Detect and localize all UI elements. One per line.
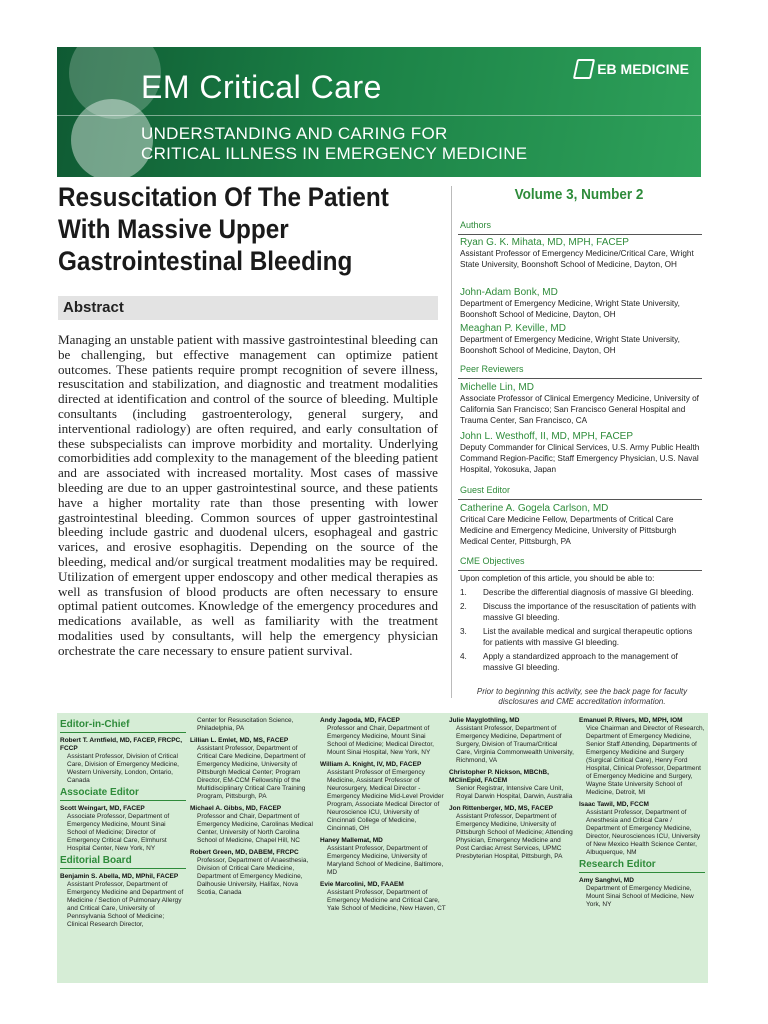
reviewer-name: John L. Westhoff, II, MD, MPH, FACEP — [460, 431, 634, 442]
cme-objective-number: 1. — [460, 588, 467, 597]
board-column — [449, 717, 575, 861]
board-member-name: Benjamin S. Abella, MD, MPhil, FACEP — [60, 873, 179, 880]
board-member-affiliation: Assistant Professor, Division of Critical Care, Division of Emergency Medicine, Western University, London, Ontario, Canada — [67, 753, 179, 784]
guest-editor-rule — [458, 499, 702, 500]
board-section-heading: Editor-in-Chief — [60, 719, 130, 730]
cme-objective-number: 3. — [460, 627, 467, 636]
board-member-affiliation: Assistant Professor, Department of Critical Care Medicine, Department of Emergency Medicine, University of Pittsburgh Medical Center; Program Director, EM-CCM Fellowship of the Multidisciplinary Critical Care Training Program, Pittsburgh, PA — [197, 745, 306, 800]
cme-objective-text: Discuss the importance of the resuscitation of patients with massive GI bleeding. — [483, 602, 696, 622]
authors-label: Authors — [460, 220, 492, 230]
publisher-name: EB MEDICINE — [597, 61, 689, 77]
board-member-name: Emanuel P. Rivers, MD, MPH, IOM — [579, 717, 683, 724]
column-divider — [451, 186, 452, 698]
board-member-name: Amy Sanghvi, MD — [579, 877, 634, 884]
board-member-affiliation: Assistant Professor, Department of Anesthesia and Critical Care / Department of Emergency Medicine, Director, Neurosciences ICU, University of New Mexico Health Science Center, Albuquerque, NM — [586, 809, 701, 856]
journal-subtitle-line-1: UNDERSTANDING AND CARING FOR — [141, 124, 448, 143]
cme-note: Prior to beginning this activity, see the back page for faculty disclosures and CME accreditation information. — [476, 687, 688, 706]
journal-title: EM Critical Care — [141, 69, 382, 105]
board-heading-rule — [60, 800, 186, 801]
board-member-affiliation: Professor and Chair, Department of Emergency Medicine, Carolinas Medical Center, University of North Carolina School of Medicine, Chapel Hill, NC — [197, 813, 313, 844]
board-heading-rule — [579, 872, 705, 873]
cme-objective-text: List the available medical and surgical therapeutic options for patients with massive GI bleeding. — [483, 627, 693, 647]
cme-objective-item — [460, 601, 704, 623]
board-member-name: Jon Rittenberger, MD, MS, FACEP — [449, 805, 554, 812]
cme-objective-text: Apply a standardized approach to the management of massive GI bleeding. — [483, 652, 678, 672]
board-member-affiliation: Assistant Professor, Department of Emergency Medicine and Critical Care, Yale School of Medicine, New Haven, CT — [327, 889, 446, 912]
board-column — [190, 717, 316, 897]
board-member-name: William A. Knight, IV, MD, FACEP — [320, 761, 422, 768]
board-member-name: Robert T. Arntfield, MD, FACEP, FRCPC, FCCP — [60, 737, 183, 752]
board-member-affiliation: Professor and Chair, Department of Emergency Medicine, Mount Sinai School of Medicine; Medical Director, Mount Sinai Hospital, New York, NY — [327, 725, 434, 756]
board-heading-rule — [60, 732, 186, 733]
board-member-name: Haney Mallemat, MD — [320, 837, 383, 844]
board-section-heading: Research Editor — [579, 859, 656, 870]
author-entry — [460, 287, 704, 321]
cme-objectives-rule — [458, 570, 702, 571]
board-member-affiliation: Assistant Professor, Department of Emergency Medicine, University of Maryland School of Medicine, Baltimore, MD — [327, 845, 444, 876]
board-member-name: Julie Mayglothling, MD — [449, 717, 520, 724]
guest-editor-label: Guest Editor — [460, 485, 511, 495]
author-name: Ryan G. K. Mihata, MD, MPH, FACEP — [460, 237, 629, 248]
board-member-name: Christopher P. Nickson, MBChB, MClinEpid, FACEM — [449, 769, 549, 784]
cme-objective-item — [460, 626, 704, 648]
board-member-affiliation: Senior Registrar, Intensive Care Unit, Royal Darwin Hospital, Darwin, Australia — [456, 785, 573, 800]
board-member-name: Lillian L. Emlet, MD, MS, FACEP — [190, 737, 289, 744]
cme-objective-item — [460, 651, 704, 673]
board-member-affiliation: Professor, Department of Anaesthesia, Division of Critical Care Medicine, Department of Emergency Medicine, Dalhousie University, Halifax, Nova Scotia, Canada — [197, 857, 309, 896]
board-member-name: Andy Jagoda, MD, FACEP — [320, 717, 400, 724]
board-member-affiliation: Assistant Professor, Department of Emergency Medicine and Department of Medicine / Section of Pulmonary Allergy and Critical Care, University of Pennsylvania School of Medicine; Clinical Research Director, — [67, 881, 184, 928]
publisher-logo — [575, 59, 689, 79]
reviewer-entry — [460, 382, 704, 426]
editorial-board-panel — [57, 713, 708, 983]
peer-reviewers-label: Peer Reviewers — [460, 364, 524, 374]
board-section-heading: Associate Editor — [60, 787, 139, 798]
author-entry — [460, 237, 704, 271]
cme-objective-number: 2. — [460, 602, 467, 611]
abstract-body: Managing an unstable patient with massive gastrointestinal bleeding can be challenging, but effective management can optimize patient outcomes. These patients require prompt recognition of severe illness, resuscitation and stabilization, and diagnostic and treatment modalities directed at identification and control of the source of bleeding. Multiple consultants (including gastroenterology, general surgery, and interventional radiology) are often required, and early consultation of these subspecialists can improve morbidity and mortality. Underlying comorbidities add complexity to the management of the bleeding patient and are associated with increased mortality. Most cases of massive bleeding are due to an upper gastrointestinal source, and these patients have a higher mortality rate than those presenting with lower gastrointestinal bleeding. Common sources of upper gastrointestinal bleeding include gastric and duodenal ulcers, esophageal and gastric varices, and erosive esophagitis. Depending on the source of the bleeding, medical and/or surgical treatment modalities may be required. Utilization of emergent upper endoscopy and other medical therapies as well as transfusion of blood products are often necessary to ensure optimal patient outcomes. Knowledge of the emergency procedures and medications available, as well as familiarity with the treatment modalities used by consultants, will help the emergency physician orchestrate the care necessary to ensure patient survival. — [58, 332, 438, 658]
journal-banner — [57, 47, 701, 177]
board-section-heading: Editorial Board — [60, 855, 132, 866]
cme-objective-text: Describe the differential diagnosis of massive GI bleeding. — [483, 588, 694, 597]
reviewer-affiliation: Deputy Commander for Clinical Services, U.S. Army Public Health Command Region-Pacific; Staff Emergency Physician, U.S. Naval Hospital, Yokosuka, Japan — [460, 443, 700, 474]
board-column — [320, 717, 446, 913]
board-member-affiliation: Assistant Professor of Emergency Medicine, Assistant Professor of Neurosurgery, Medical Director - Emergency Medicine Mid-Level Provider Program, Associate Medical Director of Neuroscience ICU, University of Cincinnati College of Medicine, Cincinnati, OH — [327, 769, 444, 832]
board-column — [579, 717, 705, 909]
author-affiliation: Department of Emergency Medicine, Wright State University, Boonshoft School of Medicine, Dayton, OH — [460, 335, 680, 355]
reviewer-name: Michelle Lin, MD — [460, 382, 534, 393]
guest-editor-affiliation: Critical Care Medicine Fellow, Departments of Critical Care Medicine and Emergency Medicine, University of Pittsburgh Medical Center, Pittsburgh, PA — [460, 515, 677, 546]
peer-reviewers-rule — [458, 378, 702, 379]
author-entry — [460, 323, 704, 357]
abstract-heading-bar — [58, 296, 438, 320]
volume-number: Volume 3, Number 2 — [514, 186, 644, 203]
board-member-name: Robert Green, MD, DABEM, FRCPC — [190, 849, 299, 856]
author-name: Meaghan P. Keville, MD — [460, 323, 566, 334]
board-member-name: Michael A. Gibbs, MD, FACEP — [190, 805, 282, 812]
author-affiliation: Assistant Professor of Emergency Medicine/Critical Care, Wright State University, Boonshoft School of Medicine, Dayton, OH — [460, 249, 694, 269]
board-member-affiliation: Center for Resuscitation Science, Philadelphia, PA — [197, 717, 294, 732]
cme-objectives-label: CME Objectives — [460, 556, 525, 566]
cme-objective-number: 4. — [460, 652, 467, 661]
article-title: Resuscitation Of The Patient With Massive Upper Gastrointestinal Bleeding — [58, 182, 389, 276]
cme-objectives-list — [460, 587, 704, 676]
eb-medicine-logo-icon — [573, 59, 595, 79]
board-member-affiliation: Department of Emergency Medicine, Mount Sinai School of Medicine, New York, NY — [586, 885, 694, 908]
authors-rule — [458, 234, 702, 235]
guest-editor-entry — [460, 503, 704, 547]
reviewer-entry — [460, 431, 704, 475]
reviewer-affiliation: Associate Professor of Clinical Emergency Medicine, University of California San Francisco; San Francisco General Hospital and Trauma Center, San Francisco, CA — [460, 394, 699, 425]
abstract-heading: Abstract — [63, 299, 124, 316]
board-member-affiliation: Assistant Professor, Department of Emergency Medicine, University of Pittsburgh School of Medicine; Attending Physician, Emergency Medicine and Post Cardiac Arrest Services, UPMC Presbyterian Hospital, Pittsburgh, PA — [456, 813, 573, 860]
guest-editor-name: Catherine A. Gogela Carlson, MD — [460, 503, 609, 514]
author-affiliation: Department of Emergency Medicine, Wright State University, Boonshoft School of Medicine, Dayton, OH — [460, 299, 680, 319]
board-member-name: Isaac Tawil, MD, FCCM — [579, 801, 649, 808]
board-member-name: Scott Weingart, MD, FACEP — [60, 805, 145, 812]
cme-intro: Upon completion of this article, you should be able to: — [460, 574, 655, 583]
cme-objective-item — [460, 587, 704, 598]
board-member-affiliation: Assistant Professor, Department of Emergency Medicine, Department of Surgery, Division of Trauma/Critical Care, Virginia Commonwealth University, Richmond, VA — [456, 725, 574, 764]
board-member-affiliation: Associate Professor, Department of Emergency Medicine, Mount Sinai School of Medicine; Director of Emergency Critical Care, Elmhurst Hospital Center, New York, NY — [67, 813, 170, 852]
board-member-name: Evie Marcolini, MD, FAAEM — [320, 881, 404, 888]
board-heading-rule — [60, 868, 186, 869]
banner-divider-line — [57, 115, 701, 116]
journal-subtitle-line-2: CRITICAL ILLNESS IN EMERGENCY MEDICINE — [141, 144, 528, 163]
author-name: John-Adam Bonk, MD — [460, 287, 558, 298]
board-column — [60, 717, 186, 929]
journal-subtitle — [141, 124, 527, 164]
board-member-affiliation: Vice Chairman and Director of Research, Department of Emergency Medicine, Senior Staff Attending, Departments of Emergency Medicine and Surgery (Surgical Critical Care), Henry Ford Hospital, Clinical Professor, Department of Emergency Medicine and Surgery, Wayne State University School of Medicine, Detroit, MI — [586, 725, 705, 796]
